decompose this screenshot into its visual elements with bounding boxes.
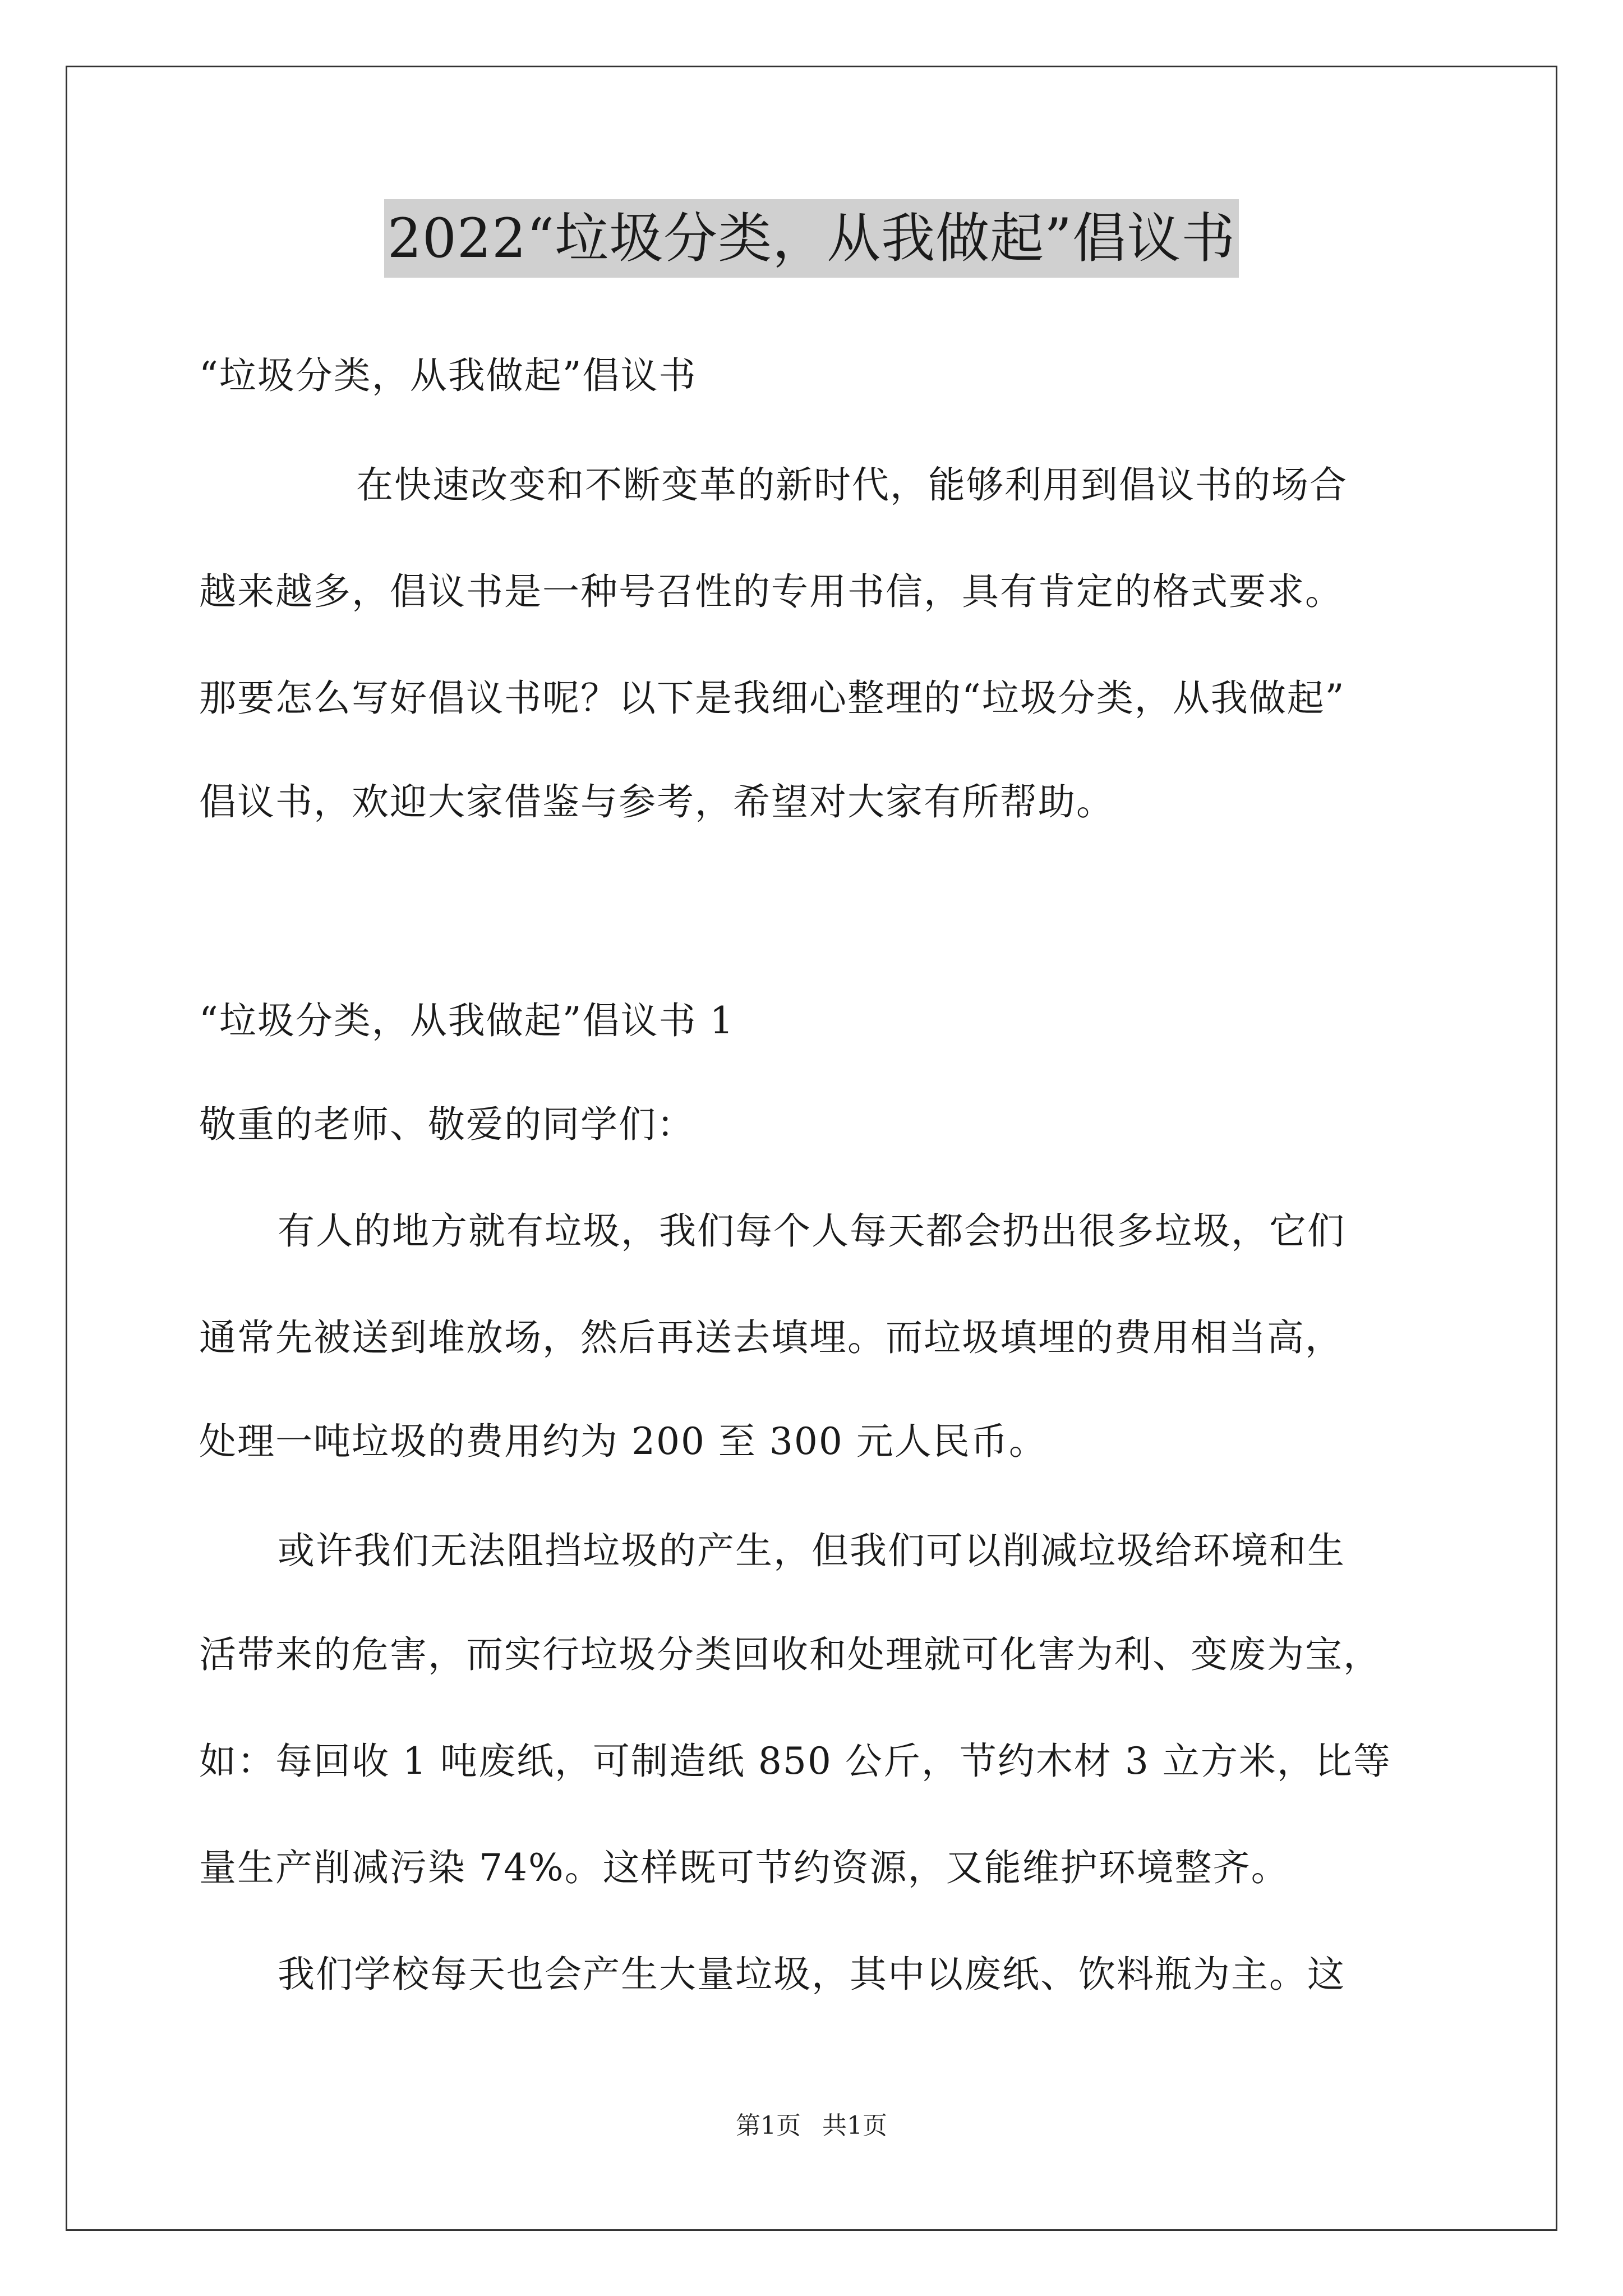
intro-line: 在快速改变和不断变革的新时代，能够利用到倡议书的场合 (356, 463, 1348, 507)
page-footer (0, 2109, 1623, 2143)
body-line: 或许我们无法阻挡垃圾的产生，但我们可以削减垃圾给环境和生 (278, 1529, 1345, 1572)
intro-line: 越来越多，倡议书是一种号召性的专用书信，具有肯定的格式要求。 (199, 570, 1343, 613)
section-heading: “垃圾分类，从我做起”倡议书 1 (199, 999, 735, 1042)
intro-line: 倡议书，欢迎大家借鉴与参考，希望对大家有所帮助。 (199, 780, 1114, 823)
body-line: 量生产削减污染 74%。这样既可节约资源，又能维护环境整齐。 (199, 1846, 1289, 1889)
body-line: 我们学校每天也会产生大量垃圾，其中以废纸、饮料瓶为主。这 (278, 1953, 1345, 1996)
body-line: 活带来的危害，而实行垃圾分类回收和处理就可化害为利、变废为宝， (199, 1633, 1381, 1676)
subtitle-line: “垃圾分类，从我做起”倡议书 (199, 354, 697, 397)
body-line: 如：每回收 1 吨废纸，可制造纸 850 公斤，节约木材 3 立方米，比等 (199, 1740, 1391, 1783)
body-line: 有人的地方就有垃圾，我们每个人每天都会扔出很多垃圾，它们 (278, 1209, 1345, 1253)
salutation: 敬重的老师、敬爱的同学们： (199, 1103, 695, 1146)
title-container (0, 199, 1623, 278)
page-total: 共1页 (822, 2111, 887, 2140)
document-title: 2022“垃圾分类，从我做起”倡议书 (384, 199, 1239, 278)
intro-line: 那要怎么写好倡议书呢？以下是我细心整理的“垃圾分类，从我做起” (199, 677, 1345, 720)
body-line: 通常先被送到堆放场，然后再送去填埋。而垃圾填埋的费用相当高， (199, 1316, 1343, 1359)
page-number: 第1页 (736, 2111, 801, 2140)
body-line: 处理一吨垃圾的费用约为 200 至 300 元人民币。 (199, 1420, 1047, 1463)
